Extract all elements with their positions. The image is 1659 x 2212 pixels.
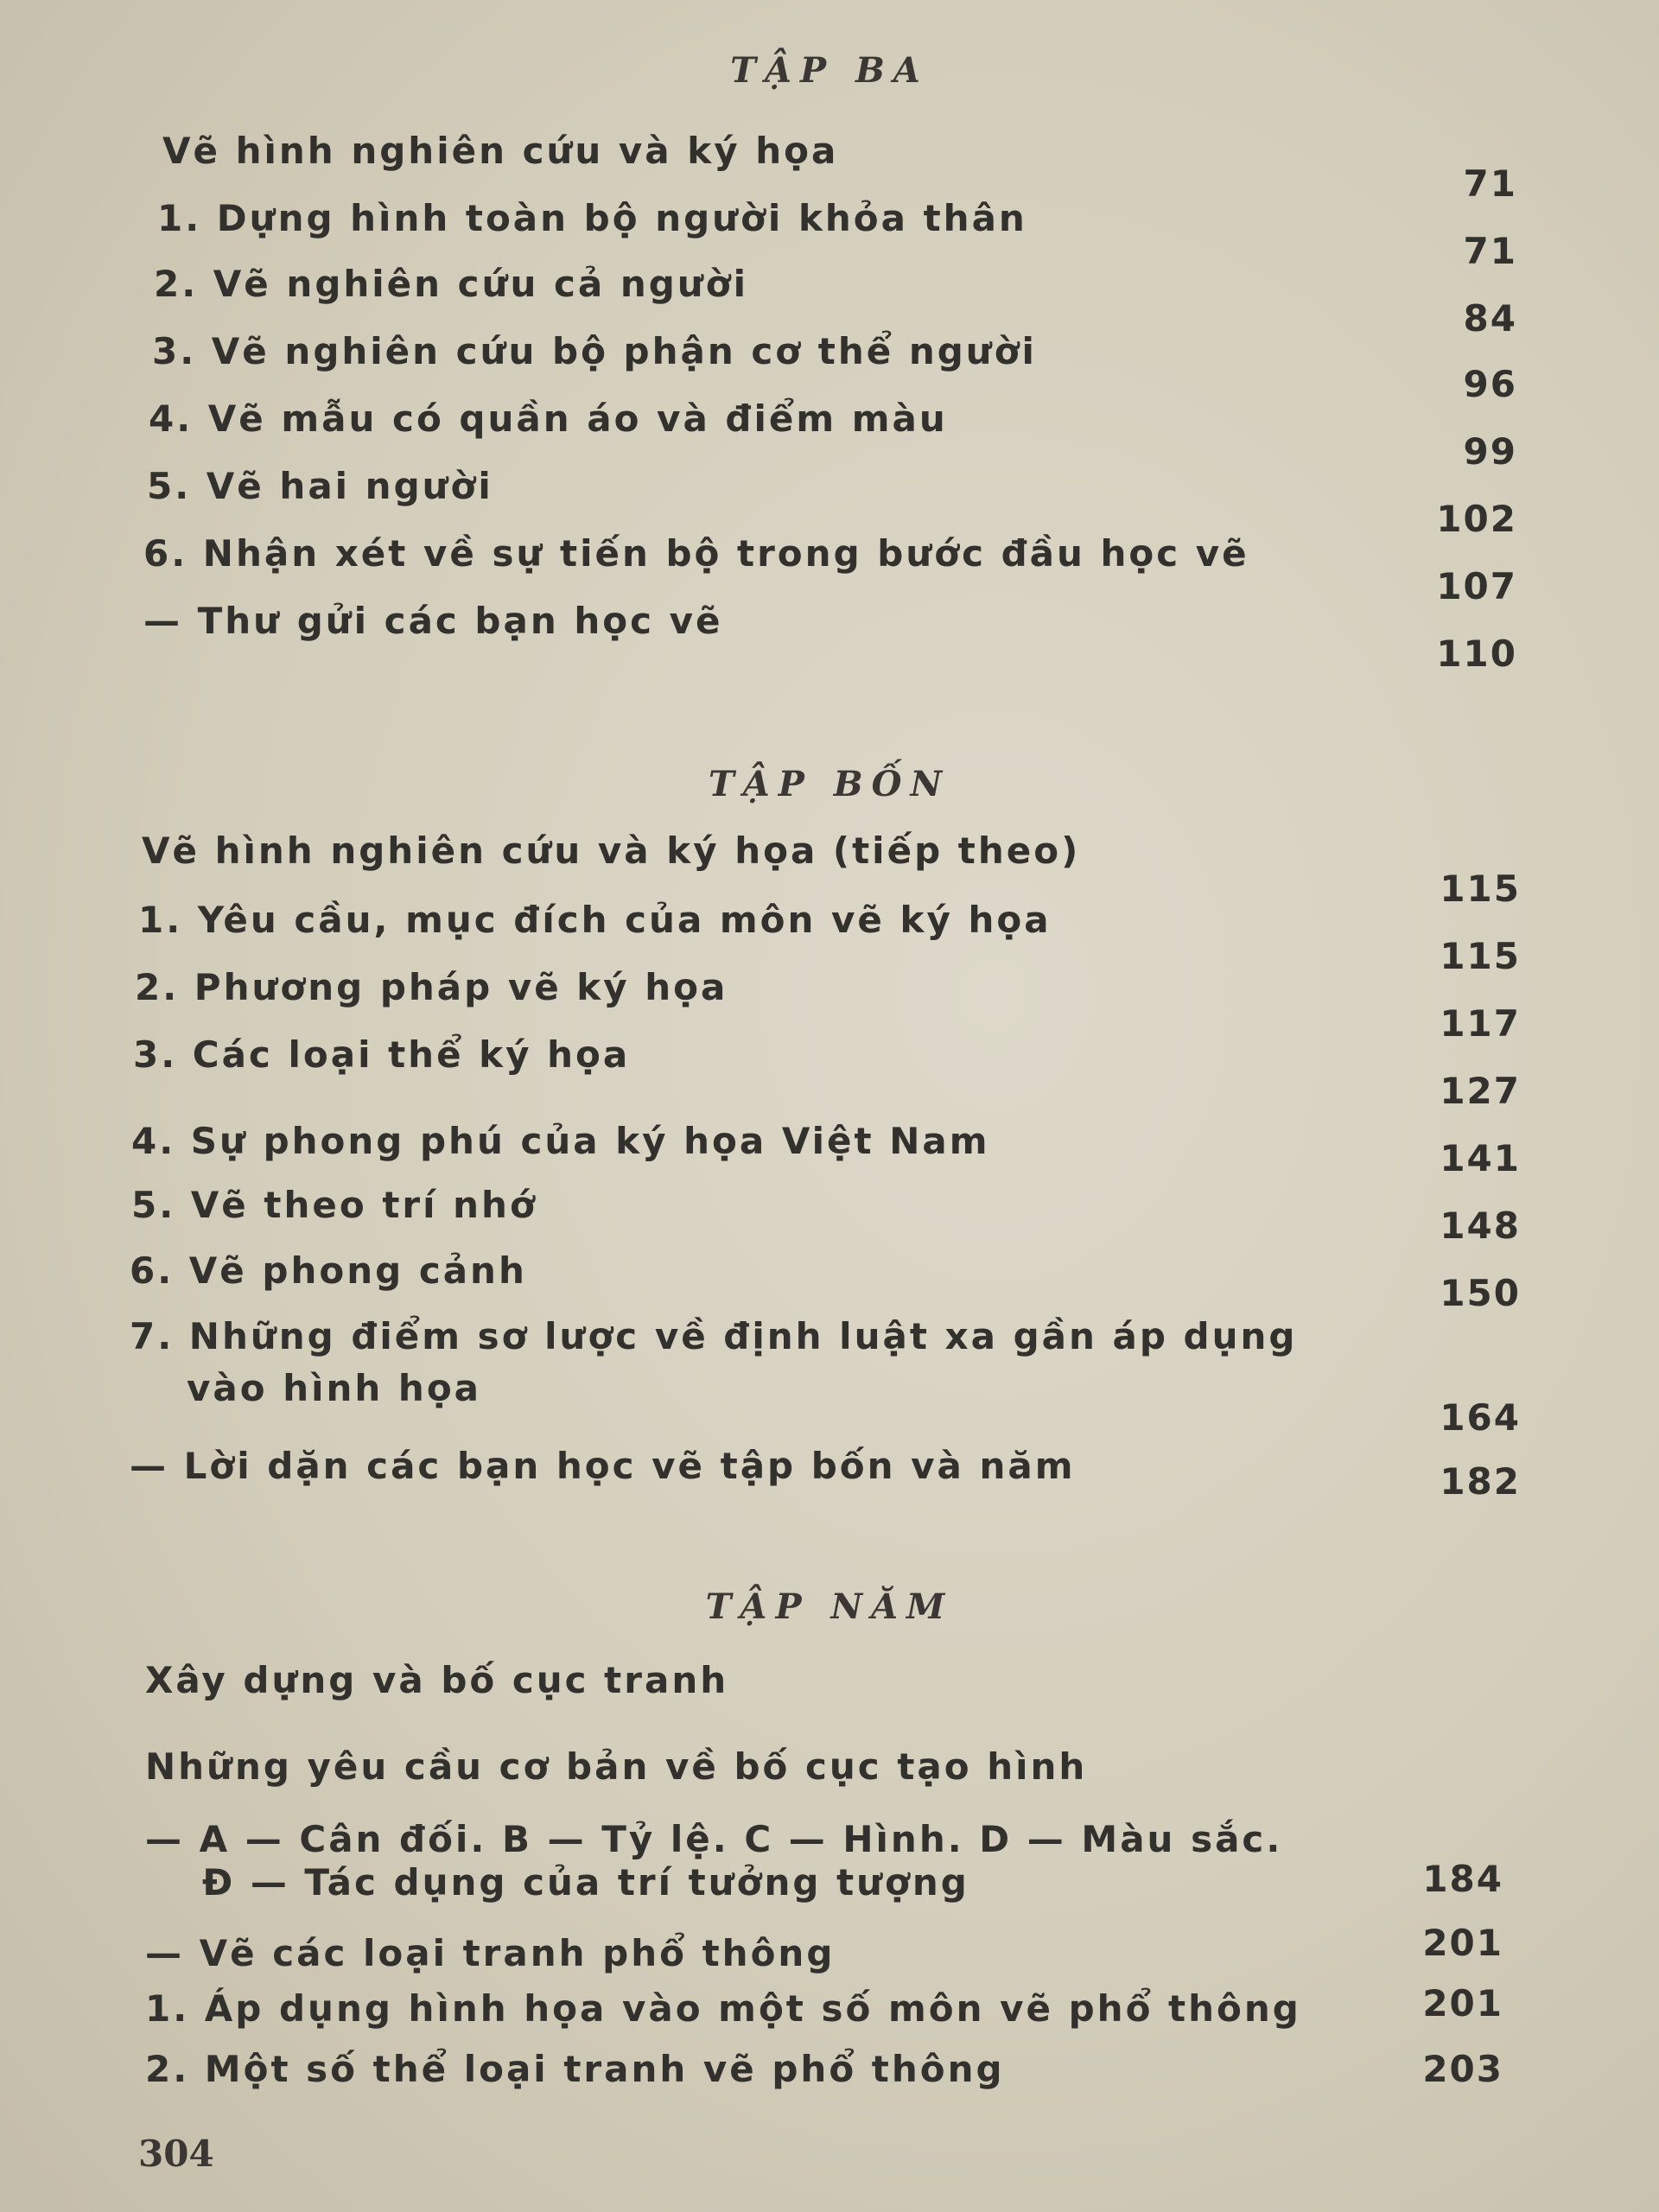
toc-page-number: 150: [1440, 1272, 1521, 1314]
toc-entry: 4. Vẽ mẫu có quần áo và điểm màu: [149, 397, 948, 440]
toc-page-number: 71: [1463, 162, 1517, 205]
toc-entry: 2. Vẽ nghiên cứu cả người: [154, 263, 748, 305]
toc-entry: — A — Cân đối. B — Tỷ lệ. C — Hình. D — Màu sắc.: [145, 1818, 1283, 1860]
toc-page-number: 141: [1440, 1137, 1521, 1179]
toc-page-number: 148: [1440, 1205, 1521, 1247]
toc-page-number: 127: [1440, 1070, 1521, 1112]
toc-entry: 3. Các loại thể ký họa: [133, 1033, 631, 1076]
toc-entry: 5. Vẽ hai người: [147, 465, 493, 507]
toc-entry: 3. Vẽ nghiên cứu bộ phận cơ thể người: [152, 330, 1037, 372]
toc-entry: Vẽ hình nghiên cứu và ký họa (tiếp theo): [142, 830, 1081, 872]
toc-entry: 2. Một số thể loại tranh vẽ phổ thông: [145, 2048, 1005, 2090]
toc-entry: — Lời dặn các bạn học vẽ tập bốn và năm: [130, 1445, 1076, 1487]
toc-entry: Xây dựng và bố cục tranh: [145, 1659, 729, 1701]
toc-page-number: 102: [1436, 498, 1517, 540]
toc-entry-continuation: vào hình họa: [187, 1367, 482, 1409]
toc-page-number: 203: [1422, 2048, 1503, 2090]
page-number: 304: [138, 2133, 214, 2175]
toc-page-number: 164: [1440, 1396, 1521, 1439]
toc-entry-continuation: Đ — Tác dụng của trí tưởng tượng: [202, 1861, 969, 1904]
toc-entry: — Vẽ các loại tranh phổ thông: [145, 1932, 836, 1974]
toc-entry: 6. Vẽ phong cảnh: [130, 1249, 527, 1292]
toc-entry: — Thư gửi các bạn học vẽ: [143, 600, 723, 642]
toc-page-number: 71: [1463, 230, 1517, 272]
toc-entry: 7. Những điểm sơ lược về định luật xa gần áp dụng: [130, 1315, 1298, 1357]
toc-page-number: 96: [1463, 363, 1517, 405]
toc-page-number: 201: [1422, 1922, 1503, 1964]
toc-page-number: 115: [1440, 868, 1521, 910]
toc-page-number: 107: [1436, 565, 1517, 607]
toc-entry: Những yêu cầu cơ bản về bố cục tạo hình: [145, 1745, 1088, 1788]
toc-entry: 1. Áp dụng hình họa vào một số môn vẽ phổ thông: [145, 1987, 1301, 2030]
toc-entry: 1. Yêu cầu, mục đích của môn vẽ ký họa: [138, 899, 1052, 941]
toc-entry: 5. Vẽ theo trí nhớ: [131, 1184, 537, 1226]
toc-page-number: 184: [1422, 1858, 1503, 1900]
section-title-tap-ba: TẬP BA: [730, 50, 929, 91]
toc-entry: 4. Sự phong phú của ký họa Việt Nam: [131, 1120, 990, 1162]
toc-page-number: 201: [1422, 1982, 1503, 2024]
toc-page-number: 117: [1440, 1002, 1521, 1045]
toc-page-number: 182: [1440, 1460, 1521, 1503]
toc-page-number: 110: [1436, 632, 1517, 675]
toc-page-number: 99: [1463, 430, 1517, 473]
toc-page-number: 115: [1440, 935, 1521, 977]
section-title-tap-bon: TẬP BỐN: [708, 764, 951, 804]
toc-entry: 6. Nhận xét về sự tiến bộ trong bước đầu học vẽ: [143, 532, 1249, 575]
toc-page-number: 84: [1463, 297, 1517, 340]
section-title-tap-nam: TẬP NĂM: [705, 1586, 954, 1627]
toc-entry: 1. Dựng hình toàn bộ người khỏa thân: [157, 197, 1027, 239]
toc-entry: Vẽ hình nghiên cứu và ký họa: [162, 130, 839, 172]
toc-entry: 2. Phương pháp vẽ ký họa: [135, 966, 728, 1008]
